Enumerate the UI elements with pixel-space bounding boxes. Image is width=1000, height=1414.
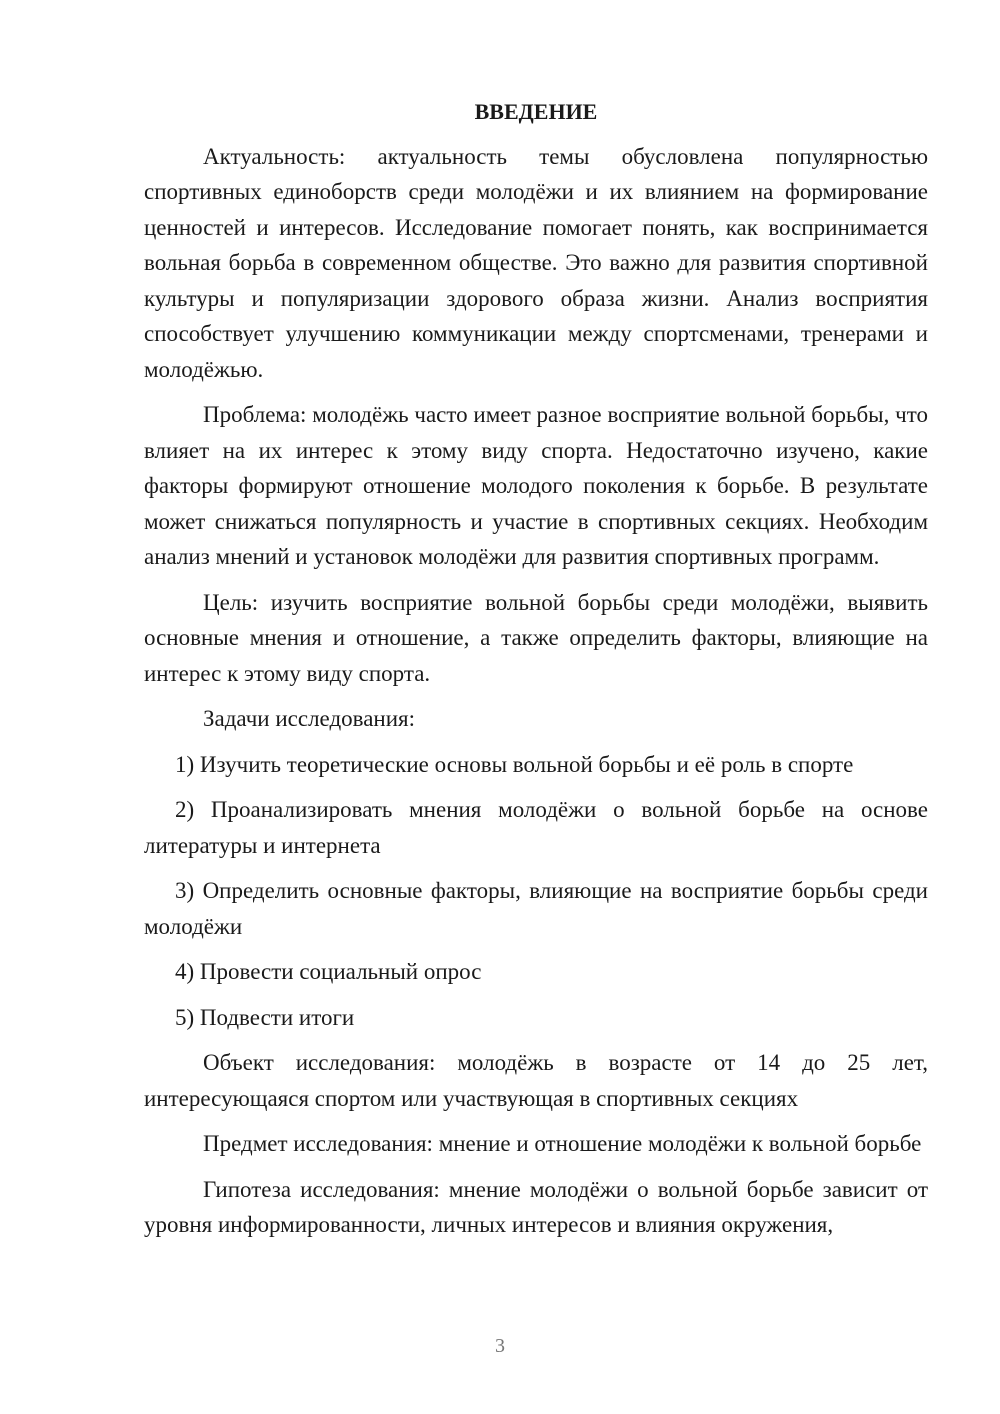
page-number: 3 bbox=[495, 1335, 505, 1357]
page-title: ВВЕДЕНИЕ bbox=[474, 99, 598, 124]
task-item-2: 2) Проанализировать мнения молодёжи о вольной борьбе на основе литературы и интернета bbox=[144, 797, 928, 858]
paragraph-problem: Проблема: молодёжь часто имеет разное восприятие вольной борьбы, что влияет на их интерес к этому виду спорта. Недостаточно изучено, какие факторы формируют отношение молодого поколения к борьбе. В результате может снижаться популярность и участие в спортивных секциях. Необходим анализ мнений и установок молодёжи для развития спортивных программ. bbox=[144, 402, 928, 569]
task-item-1: 1) Изучить теоретические основы вольной борьбы и её роль в спорте bbox=[175, 751, 854, 777]
paragraph-object: Объект исследования: молодёжь в возрасте от 14 до 25 лет, интересующаяся спортом или участвующая в спортивных секциях bbox=[144, 1050, 928, 1111]
task-item-5: 5) Подвести итоги bbox=[175, 1004, 355, 1030]
page-content bbox=[144, 94, 928, 1253]
paragraph-subject: Предмет исследования: мнение и отношение молодёжи к вольной борьбе bbox=[203, 1131, 922, 1156]
tasks-heading: Задачи исследования: bbox=[203, 706, 416, 731]
task-item-3: 3) Определить основные факторы, влияющие на восприятие борьбы среди молодёжи bbox=[144, 878, 928, 939]
paragraph-hypothesis: Гипотеза исследования: мнение молодёжи о вольной борьбе зависит от уровня информированности, личных интересов и влияния окружения, bbox=[144, 1176, 928, 1237]
paragraph-relevance: Актуальность: актуальность темы обусловлена популярностью спортивных единоборств среди молодёжи и их влиянием на формирование ценностей и интересов. Исследование помогает понять, как воспринимается вольная борьба в современном обществе. Это важно для развития спортивной культуры и популяризации здорового образа жизни. Анализ восприятия способствует улучшению коммуникации между спортсменами, тренерами и молодёжью. bbox=[144, 143, 928, 382]
paragraph-goal: Цель: изучить восприятие вольной борьбы среди молодёжи, выявить основные мнения и отношение, а также определить факторы, влияющие на интерес к этому виду спорта. bbox=[144, 589, 928, 686]
task-item-4: 4) Провести социальный опрос bbox=[175, 959, 482, 984]
